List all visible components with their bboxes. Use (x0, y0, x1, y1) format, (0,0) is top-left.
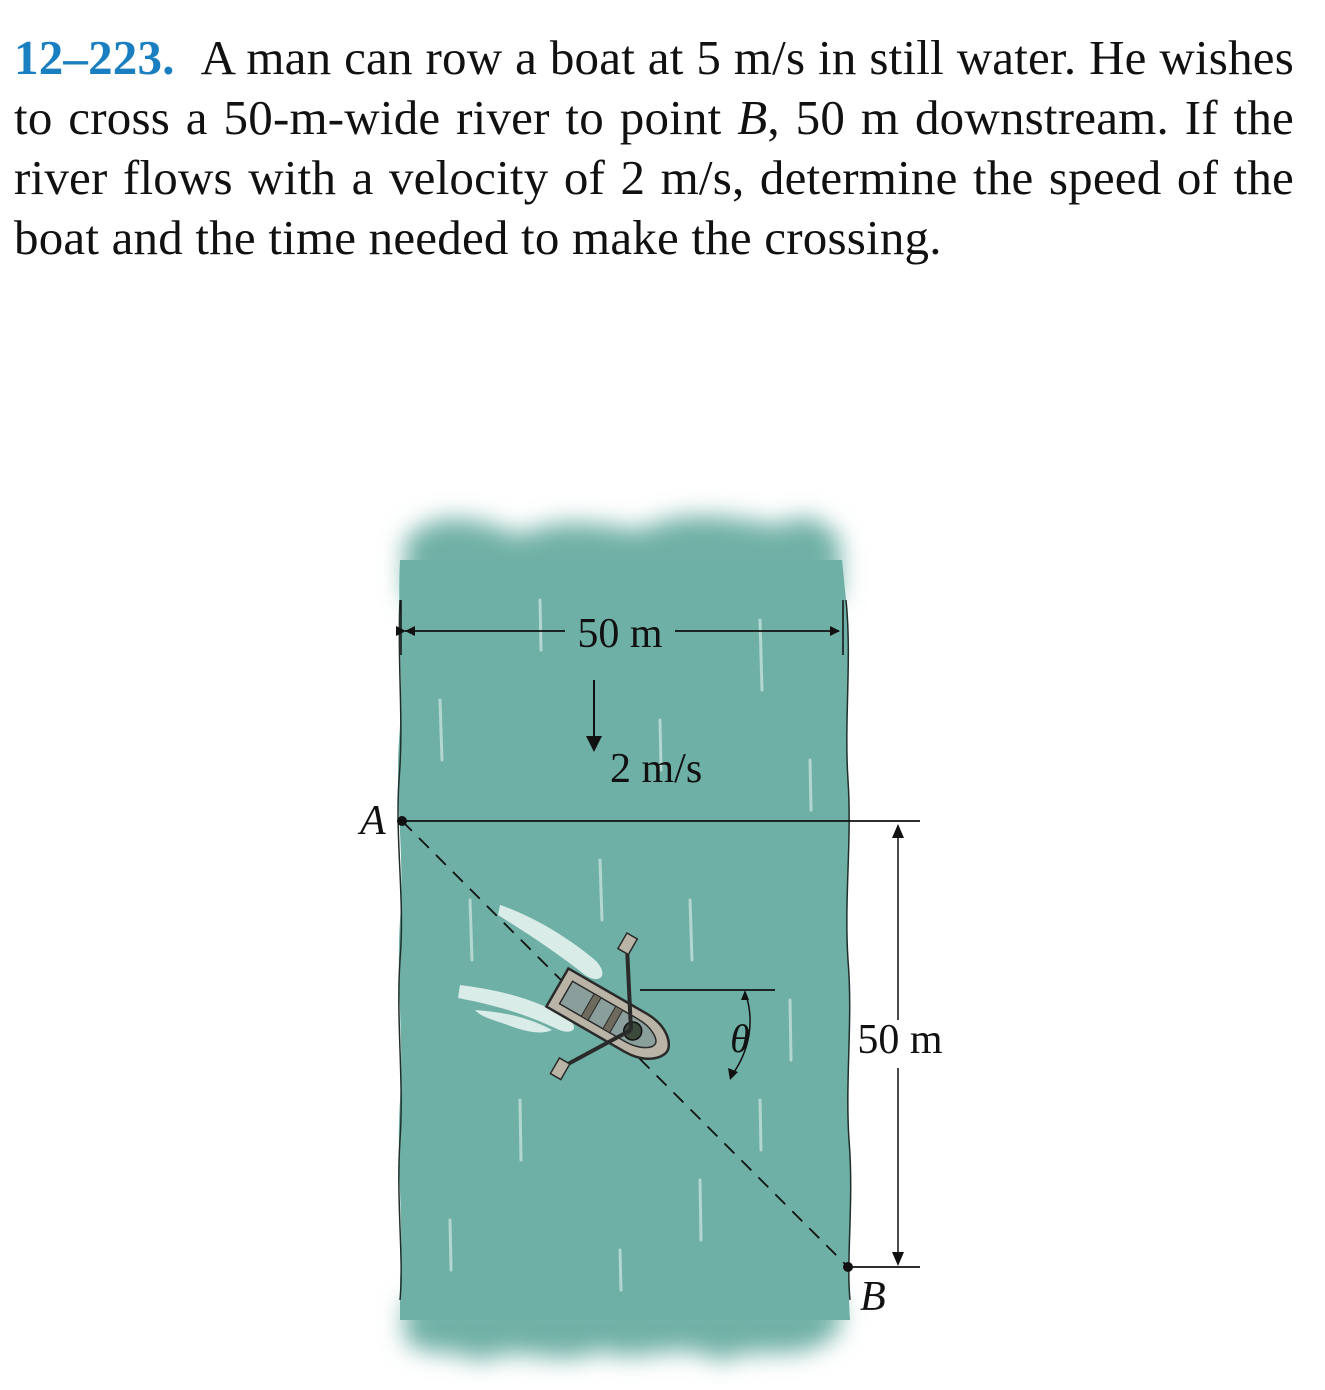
point-b-label: B (860, 1274, 886, 1320)
problem-text-part1: A man can row a boat at 5 m/s in still water. He wishes to cross a 50-m-wide river to point (14, 30, 1294, 145)
current-label: 2 m/s (610, 746, 703, 792)
problem-point-b: B (737, 90, 768, 145)
width-label: 50 m (577, 611, 663, 657)
downstream-label: 50 m (857, 1017, 943, 1063)
point-a-label: A (360, 798, 386, 844)
point-a-marker (397, 816, 407, 826)
problem-number: 12–223. (14, 30, 175, 85)
problem-text-part2: , 50 m downstream. If the river flows with a velocity of 2 m/s, determine the speed of the boat and the time needed to make the crossing. (14, 90, 1295, 265)
angle-label: θ (730, 1016, 750, 1061)
point-b-marker (843, 1262, 853, 1272)
